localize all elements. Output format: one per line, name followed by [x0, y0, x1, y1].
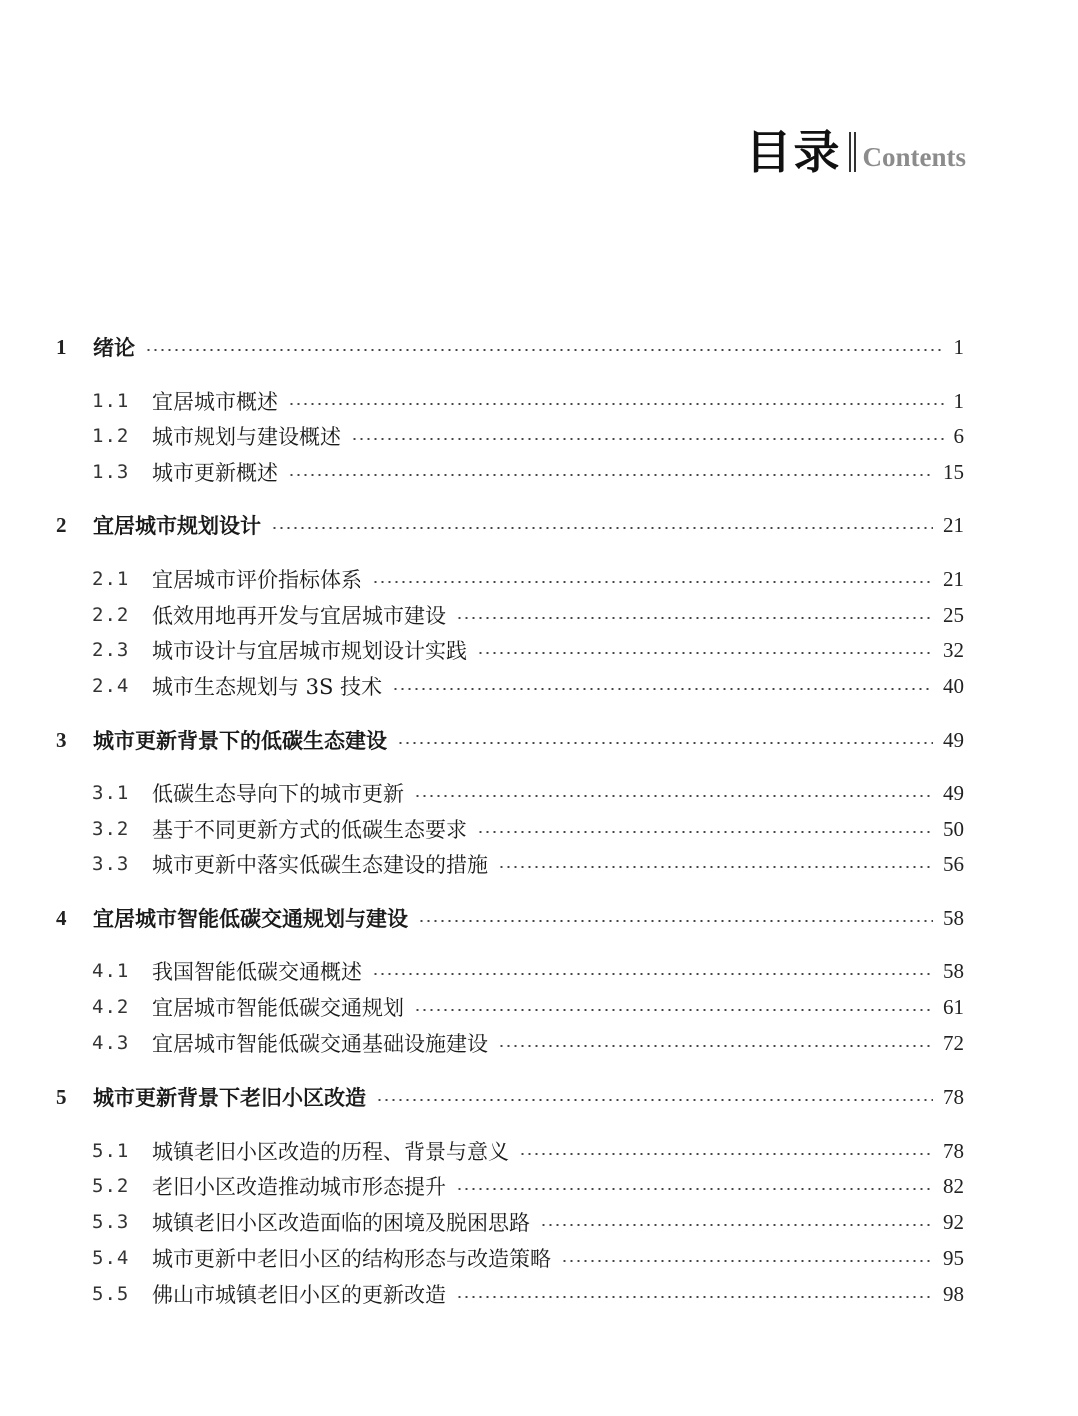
section-title: 低效用地再开发与宜居城市建设	[152, 604, 446, 628]
toc-section-1-1[interactable]	[0, 383, 1078, 419]
toc-chapter-5[interactable]	[0, 1079, 1078, 1115]
section-number: 2.1	[92, 568, 130, 590]
dot-leader	[397, 742, 933, 744]
section-number: 3.1	[92, 782, 130, 804]
page-number: 72	[943, 1030, 964, 1055]
dot-leader	[372, 973, 933, 975]
chapter-number: 2	[56, 512, 67, 537]
toc-chapter-4[interactable]	[0, 900, 1078, 936]
page-number: 40	[943, 673, 964, 698]
toc-chapter-3[interactable]	[0, 722, 1078, 758]
section-number: 3.2	[92, 818, 130, 840]
section-number: 3.3	[92, 853, 130, 875]
dot-leader	[145, 349, 944, 351]
page-number: 50	[943, 816, 964, 841]
page-number: 78	[943, 1138, 964, 1163]
toc-chapter-2[interactable]	[0, 507, 1078, 543]
section-number: 4.2	[92, 996, 130, 1018]
section-title: 我国智能低碳交通概述	[152, 960, 362, 984]
section-title: 宜居城市评价指标体系	[152, 568, 362, 592]
page-title: 目录	[745, 125, 842, 179]
toc-section-2-2[interactable]	[0, 597, 1078, 633]
dot-leader	[288, 403, 944, 405]
page-number: 1	[953, 388, 964, 413]
chapter-title: 绪论	[93, 336, 135, 360]
toc-section-2-4[interactable]	[0, 668, 1078, 704]
dot-leader	[456, 617, 933, 619]
toc-section-5-4[interactable]	[0, 1240, 1078, 1276]
dot-leader	[519, 1153, 933, 1155]
page-number: 21	[943, 566, 964, 591]
section-title: 老旧小区改造推动城市形态提升	[152, 1175, 446, 1199]
dot-leader	[392, 688, 933, 690]
section-title: 低碳生态导向下的城市更新	[152, 782, 404, 806]
page-number: 78	[943, 1084, 964, 1109]
toc-section-2-1[interactable]	[0, 561, 1078, 597]
section-title: 城镇老旧小区改造的历程、背景与意义	[152, 1140, 509, 1164]
page-number: 98	[943, 1281, 964, 1306]
section-number: 1.2	[92, 425, 130, 447]
section-number: 5.1	[92, 1140, 130, 1162]
toc-section-1-2[interactable]	[0, 418, 1078, 454]
page-number: 25	[943, 602, 964, 627]
chapter-number: 4	[56, 905, 67, 930]
section-title: 基于不同更新方式的低碳生态要求	[152, 818, 467, 842]
dot-leader	[498, 1045, 933, 1047]
chapter-number: 5	[56, 1084, 67, 1109]
section-number: 2.2	[92, 604, 130, 626]
toc-section-4-1[interactable]	[0, 953, 1078, 989]
dot-leader	[414, 1009, 933, 1011]
toc-chapter-1[interactable]	[0, 329, 1078, 365]
chapter-title: 宜居城市规划设计	[93, 514, 261, 538]
page-number: 58	[943, 958, 964, 983]
dot-leader	[351, 438, 944, 440]
section-number: 4.1	[92, 960, 130, 982]
toc-section-3-1[interactable]	[0, 775, 1078, 811]
page-number: 21	[943, 512, 964, 537]
dot-leader	[456, 1188, 933, 1190]
toc-header	[745, 122, 966, 178]
toc-section-5-1[interactable]	[0, 1133, 1078, 1169]
section-title: 城市设计与宜居城市规划设计实践	[152, 639, 467, 663]
dot-leader	[477, 831, 933, 833]
section-number: 2.3	[92, 639, 130, 661]
toc-section-3-3[interactable]	[0, 846, 1078, 882]
page-number: 82	[943, 1173, 964, 1198]
section-title: 宜居城市概述	[152, 390, 278, 414]
chapter-number: 1	[56, 334, 67, 359]
section-number: 1.3	[92, 461, 130, 483]
page-number: 92	[943, 1209, 964, 1234]
chapter-number: 3	[56, 727, 67, 752]
toc-section-4-2[interactable]	[0, 989, 1078, 1025]
section-title: 宜居城市智能低碳交通规划	[152, 996, 404, 1020]
dot-leader	[418, 920, 933, 922]
section-title: 城市更新中老旧小区的结构形态与改造策略	[152, 1247, 551, 1271]
page-number: 58	[943, 905, 964, 930]
dot-leader	[540, 1224, 933, 1226]
section-title: 城市规划与建设概述	[152, 425, 341, 449]
page-number: 6	[953, 423, 964, 448]
page-title-english: Contents	[862, 142, 966, 172]
title-separator	[849, 132, 856, 172]
dot-leader	[372, 581, 933, 583]
dot-leader	[414, 795, 933, 797]
section-number: 4.3	[92, 1032, 130, 1054]
dot-leader	[288, 474, 933, 476]
section-title: 城市更新概述	[152, 461, 278, 485]
section-number: 1.1	[92, 390, 130, 412]
section-title: 城市更新中落实低碳生态建设的措施	[152, 853, 488, 877]
section-number: 5.4	[92, 1247, 130, 1269]
page-number: 56	[943, 851, 964, 876]
chapter-title: 城市更新背景下老旧小区改造	[93, 1086, 366, 1110]
page-number: 1	[953, 334, 964, 359]
chapter-title: 宜居城市智能低碳交通规划与建设	[93, 907, 408, 931]
chapter-title: 城市更新背景下的低碳生态建设	[93, 729, 387, 753]
dot-leader	[271, 527, 933, 529]
section-title: 佛山市城镇老旧小区的更新改造	[152, 1283, 446, 1307]
page-number: 61	[943, 994, 964, 1019]
toc-section-3-2[interactable]	[0, 811, 1078, 847]
dot-leader	[561, 1260, 933, 1262]
page-number: 95	[943, 1245, 964, 1270]
section-title: 城市生态规划与 3S 技术	[152, 675, 383, 699]
section-number: 5.5	[92, 1283, 130, 1305]
toc-section-1-3[interactable]	[0, 454, 1078, 490]
dot-leader	[376, 1099, 933, 1101]
section-title: 城镇老旧小区改造面临的困境及脱困思路	[152, 1211, 530, 1235]
section-number: 5.2	[92, 1175, 130, 1197]
dot-leader	[456, 1296, 933, 1298]
page-number: 49	[943, 727, 964, 752]
toc-section-5-5[interactable]	[0, 1276, 1078, 1312]
toc-section-5-2[interactable]	[0, 1168, 1078, 1204]
toc-section-4-3[interactable]	[0, 1025, 1078, 1061]
section-title: 宜居城市智能低碳交通基础设施建设	[152, 1032, 488, 1056]
section-number: 5.3	[92, 1211, 130, 1233]
dot-leader	[498, 866, 933, 868]
page-number: 32	[943, 637, 964, 662]
dot-leader	[477, 652, 933, 654]
page-number: 49	[943, 780, 964, 805]
page-number: 15	[943, 459, 964, 484]
toc-section-2-3[interactable]	[0, 632, 1078, 668]
section-number: 2.4	[92, 675, 130, 697]
toc-section-5-3[interactable]	[0, 1204, 1078, 1240]
